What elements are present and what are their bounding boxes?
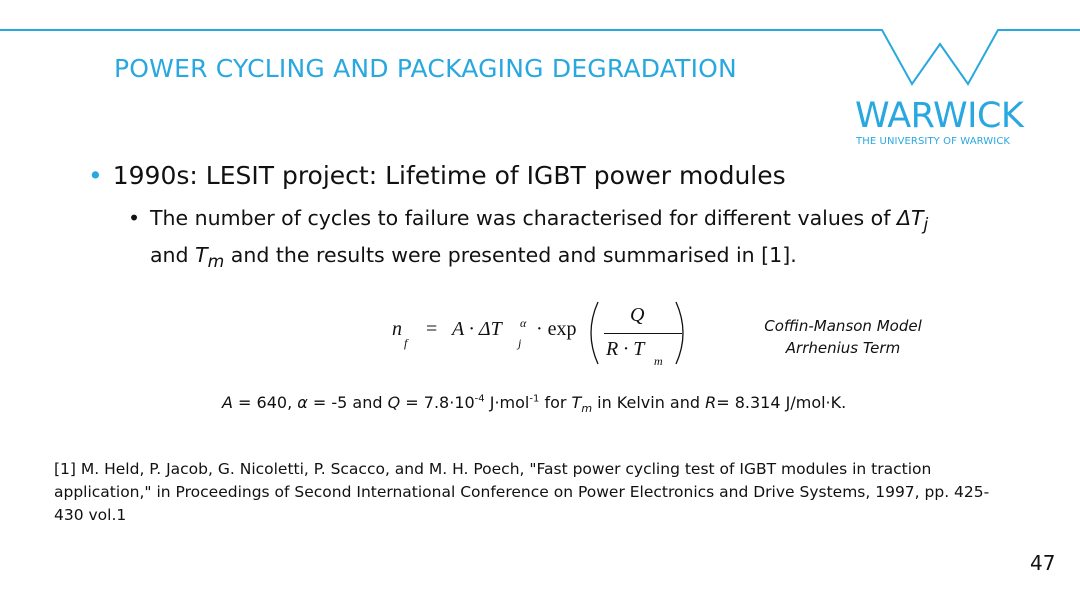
eq-nf-subscript: f [404, 336, 408, 350]
bullet-level1 [88, 161, 786, 190]
const-q-value: = 7.8·10 [400, 393, 475, 412]
slide-title: POWER CYCLING AND PACKAGING DEGRADATION [114, 54, 737, 83]
label-arrhenius: Arrhenius Term [785, 339, 901, 357]
eq-a-deltat: A · ΔT [452, 318, 502, 340]
eq-equals: = [426, 318, 438, 340]
const-r-value: = 8.314 J/mol·K. [716, 393, 847, 412]
const-for: for [539, 393, 572, 412]
const-alpha-value: = -5 and [307, 393, 388, 412]
bullet-text-part3: and the results were presented and summarised in [1]. [224, 243, 797, 268]
reference-citation: [1] M. Held, P. Jacob, G. Nicoletti, P. Scacco, and M. H. Poech, "Fast power cycling test of IGBT modules in traction application," in Proceedings of Second International Conference on Power Electronics and Drive Systems, 1997, pp. 425-430 vol.1 [54, 460, 990, 524]
bullet-dot-icon: • [128, 206, 141, 230]
eq-denominator: R · T [606, 338, 645, 360]
model-labels [763, 315, 923, 359]
const-r: R [705, 393, 717, 412]
eq-alpha-exponent: α [520, 316, 527, 330]
coffin-manson-equation [392, 298, 692, 368]
tm-symbol: T [195, 243, 208, 268]
constants-line [222, 393, 846, 415]
warwick-logo-text: WARWICK [855, 96, 1024, 136]
eq-numerator-q: Q [630, 304, 645, 326]
label-coffin-manson: Coffin-Manson Model [764, 317, 922, 335]
eq-nf: n [392, 318, 402, 340]
const-t: T [571, 393, 582, 412]
const-t-subscript: m [581, 402, 593, 416]
bullet-level1-text: 1990s: LESIT project: Lifetime of IGBT power modules [112, 161, 786, 190]
bullet-dot-icon: • [88, 161, 103, 190]
eq-fraction-line [604, 333, 682, 334]
eq-m-subscript: m [654, 354, 663, 368]
bullet-level2 [128, 203, 1008, 277]
const-q: Q [387, 393, 401, 412]
eq-exp: · exp [536, 318, 577, 340]
left-paren [591, 302, 598, 364]
bullet-text-part2: and [150, 243, 196, 268]
warwick-logo-subtitle: THE UNIVERSITY OF WARWICK [856, 136, 1011, 147]
const-q-exponent: -4 [474, 393, 485, 405]
page-number: 47 [1030, 551, 1056, 575]
eq-j-subscript: j [518, 336, 522, 350]
const-q-unit: J·mol [484, 393, 530, 412]
bullet-text-part1: The number of cycles to failure was characterised for different values of [150, 206, 897, 230]
tm-subscript: m [207, 252, 225, 273]
const-a: A [222, 393, 233, 412]
bullet-level2-text [150, 203, 1008, 277]
const-q-unit-exponent: -1 [529, 393, 540, 405]
const-alpha: α [297, 393, 308, 412]
delta-tj-subscript: j [923, 215, 929, 236]
const-kelvin: in Kelvin and [592, 393, 706, 412]
delta-tj-symbol: ΔT [896, 206, 924, 230]
const-a-value: = 640, [232, 393, 298, 412]
